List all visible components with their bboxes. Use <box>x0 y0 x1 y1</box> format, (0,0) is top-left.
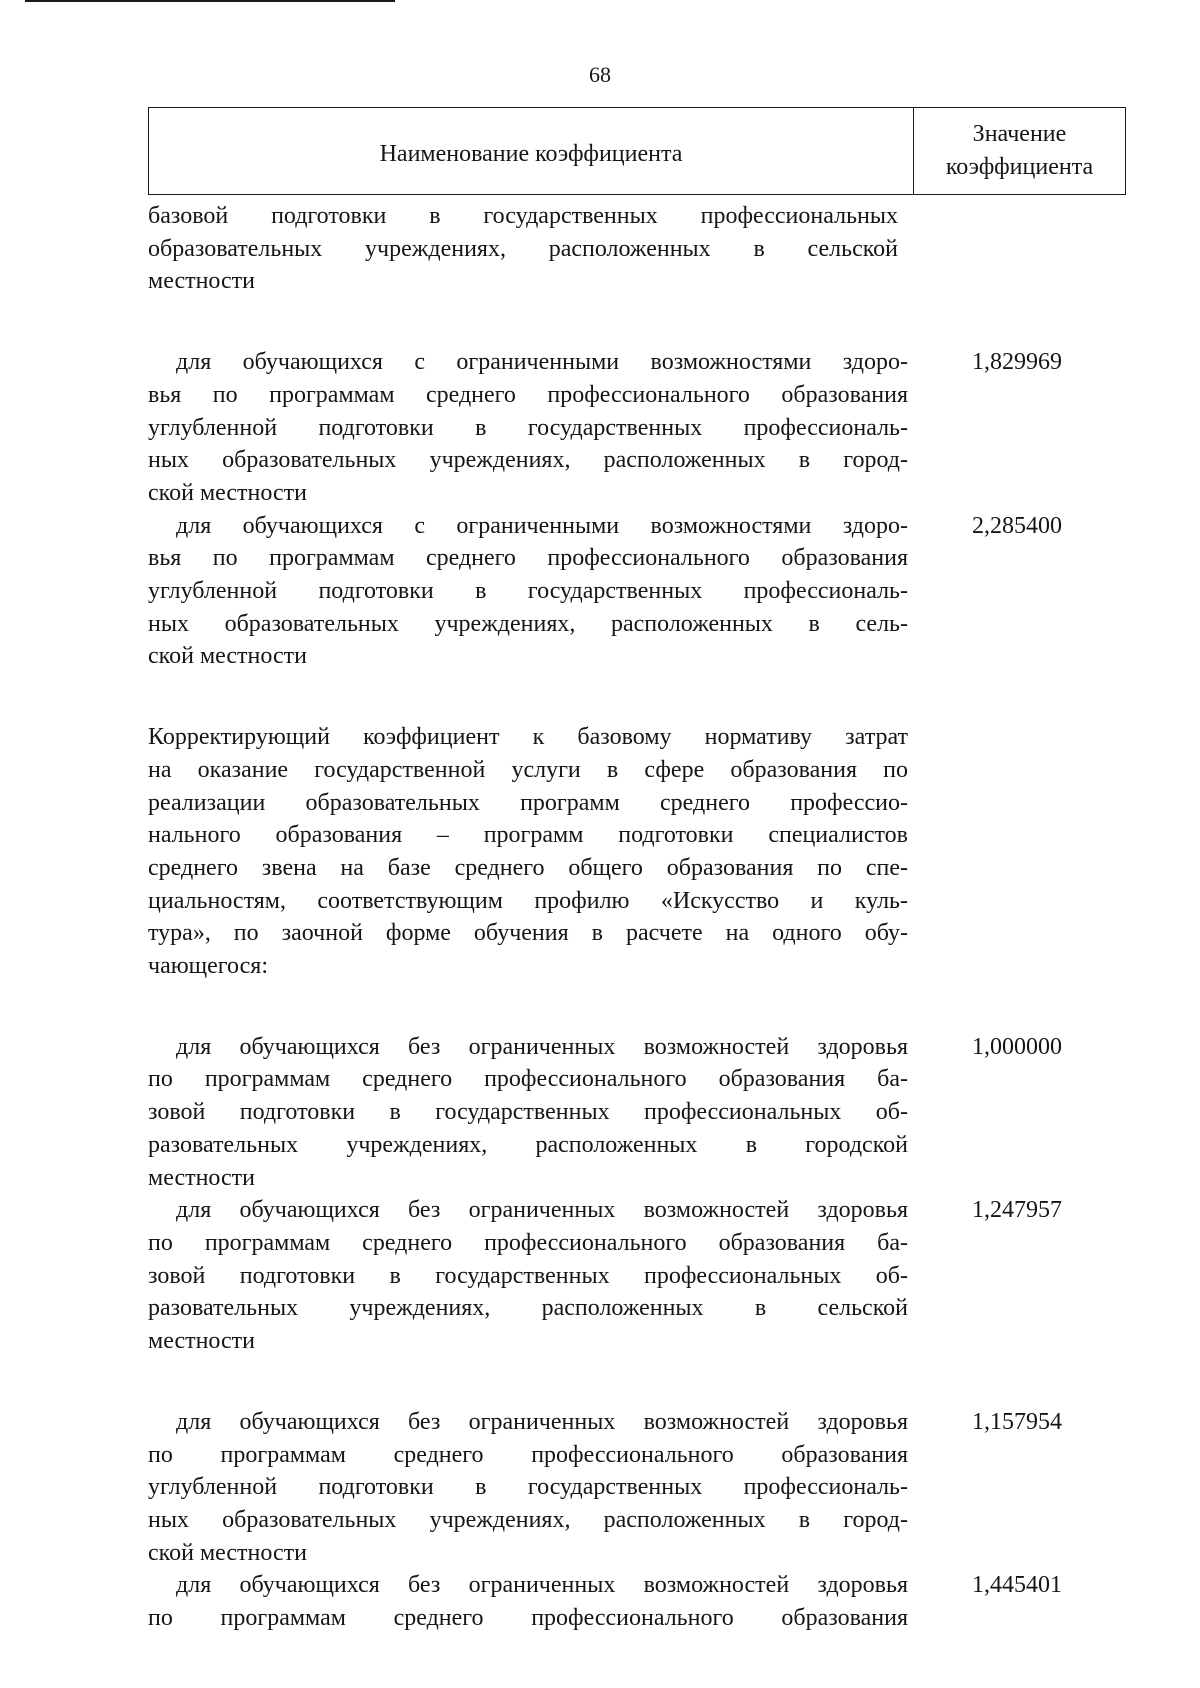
row-line: циальностям, соответствующим профилю «Искусство и куль- <box>148 887 908 914</box>
row-line: местности <box>148 268 256 295</box>
row-line: чающегося: <box>148 953 268 980</box>
table-row <box>148 1406 1126 1570</box>
row-line: для обучающихся без ограниченных возможностей здоровья <box>176 1572 908 1599</box>
row-line: среднего звена на базе среднего общего образования по спе- <box>148 854 908 881</box>
row-value <box>908 721 1126 983</box>
row-line: Корректирующий коэффициент к базовому нормативу затрат <box>148 724 908 751</box>
row-line: для обучающихся с ограниченными возможностями здоро- <box>176 512 908 539</box>
table-row <box>148 200 1126 298</box>
row-line: углубленной подготовки в государственных профессиональ- <box>148 414 908 441</box>
row-value: 2,285400 <box>972 512 1062 539</box>
row-line: местности <box>148 1164 256 1191</box>
page-number: 68 <box>589 62 611 87</box>
row-value: 1,829969 <box>972 349 1062 376</box>
row-line: на оказание государственной услуги в сфере образования по <box>148 756 908 783</box>
row-line: углубленной подготовки в государственных профессиональ- <box>148 1474 908 1501</box>
row-line: по программам среднего профессионального образования ба- <box>148 1229 908 1256</box>
header-value-column <box>914 108 1125 194</box>
row-line: местности <box>148 1328 256 1355</box>
table-row <box>148 1194 1126 1358</box>
row-line: ской местности <box>148 1539 307 1566</box>
row-line: по программам среднего профессионального образования <box>148 1441 908 1468</box>
row-text <box>148 1194 908 1358</box>
row-text <box>148 1569 908 1634</box>
row-line: базовой подготовки в государственных профессиональных <box>148 203 898 229</box>
table-row <box>148 1569 1126 1634</box>
row-text <box>148 200 898 298</box>
table-body <box>148 200 1126 1635</box>
row-line: ской местности <box>148 479 307 506</box>
table-row <box>148 721 1126 983</box>
row-line: по программам среднего профессионального образования <box>148 1605 908 1632</box>
row-value: 1,247957 <box>972 1197 1062 1224</box>
row-line: ных образовательных учреждениях, расположенных в сель- <box>148 610 908 637</box>
row-line: ской местности <box>148 643 307 670</box>
row-line: вья по программам среднего профессионального образования <box>148 381 908 408</box>
row-line: для обучающихся с ограниченными возможностями здоро- <box>176 349 908 376</box>
row-line: по программам среднего профессионального образования ба- <box>148 1066 908 1093</box>
row-text <box>148 510 908 674</box>
row-line: разовательных учреждениях, расположенных в городской <box>148 1131 908 1158</box>
table-row <box>148 1031 1126 1195</box>
row-line: нального образования – программ подготовки специалистов <box>148 822 908 849</box>
row-line: вья по программам среднего профессионального образования <box>148 545 908 572</box>
scan-edge-line <box>25 0 395 2</box>
row-line: для обучающихся без ограниченных возможностей здоровья <box>176 1197 908 1224</box>
row-line: разовательных учреждениях, расположенных в сельской <box>148 1295 908 1322</box>
row-value: 1,000000 <box>972 1033 1062 1060</box>
row-line: образовательных учреждениях, расположенных в сельской <box>148 235 898 262</box>
row-line: зовой подготовки в государственных профессиональных об- <box>148 1099 908 1126</box>
row-text <box>148 346 908 510</box>
row-line: для обучающихся без ограниченных возможностей здоровья <box>176 1033 908 1060</box>
row-line: зовой подготовки в государственных профессиональных об- <box>148 1262 908 1289</box>
row-text <box>148 1406 908 1570</box>
header-value-line2: коэффициента <box>945 154 1094 180</box>
row-value: 1,157954 <box>972 1408 1062 1435</box>
row-text <box>148 1031 908 1195</box>
table-header <box>148 107 1126 195</box>
row-line: для обучающихся без ограниченных возможностей здоровья <box>176 1408 908 1435</box>
row-value <box>898 200 1116 298</box>
header-name-column: Наименование коэффициента <box>149 108 914 194</box>
row-line: тура», по заочной форме обучения в расчете на одного обу- <box>148 920 908 947</box>
table-row <box>148 510 1126 674</box>
row-text <box>148 721 908 983</box>
row-value: 1,445401 <box>972 1572 1062 1599</box>
row-line: ных образовательных учреждениях, расположенных в город- <box>148 1506 908 1533</box>
row-line: реализации образовательных программ среднего профессио- <box>148 789 908 816</box>
header-value-line1: Значение <box>972 121 1067 147</box>
row-line: углубленной подготовки в государственных профессиональ- <box>148 578 908 605</box>
table-row <box>148 346 1126 510</box>
row-line: ных образовательных учреждениях, расположенных в город- <box>148 447 908 474</box>
